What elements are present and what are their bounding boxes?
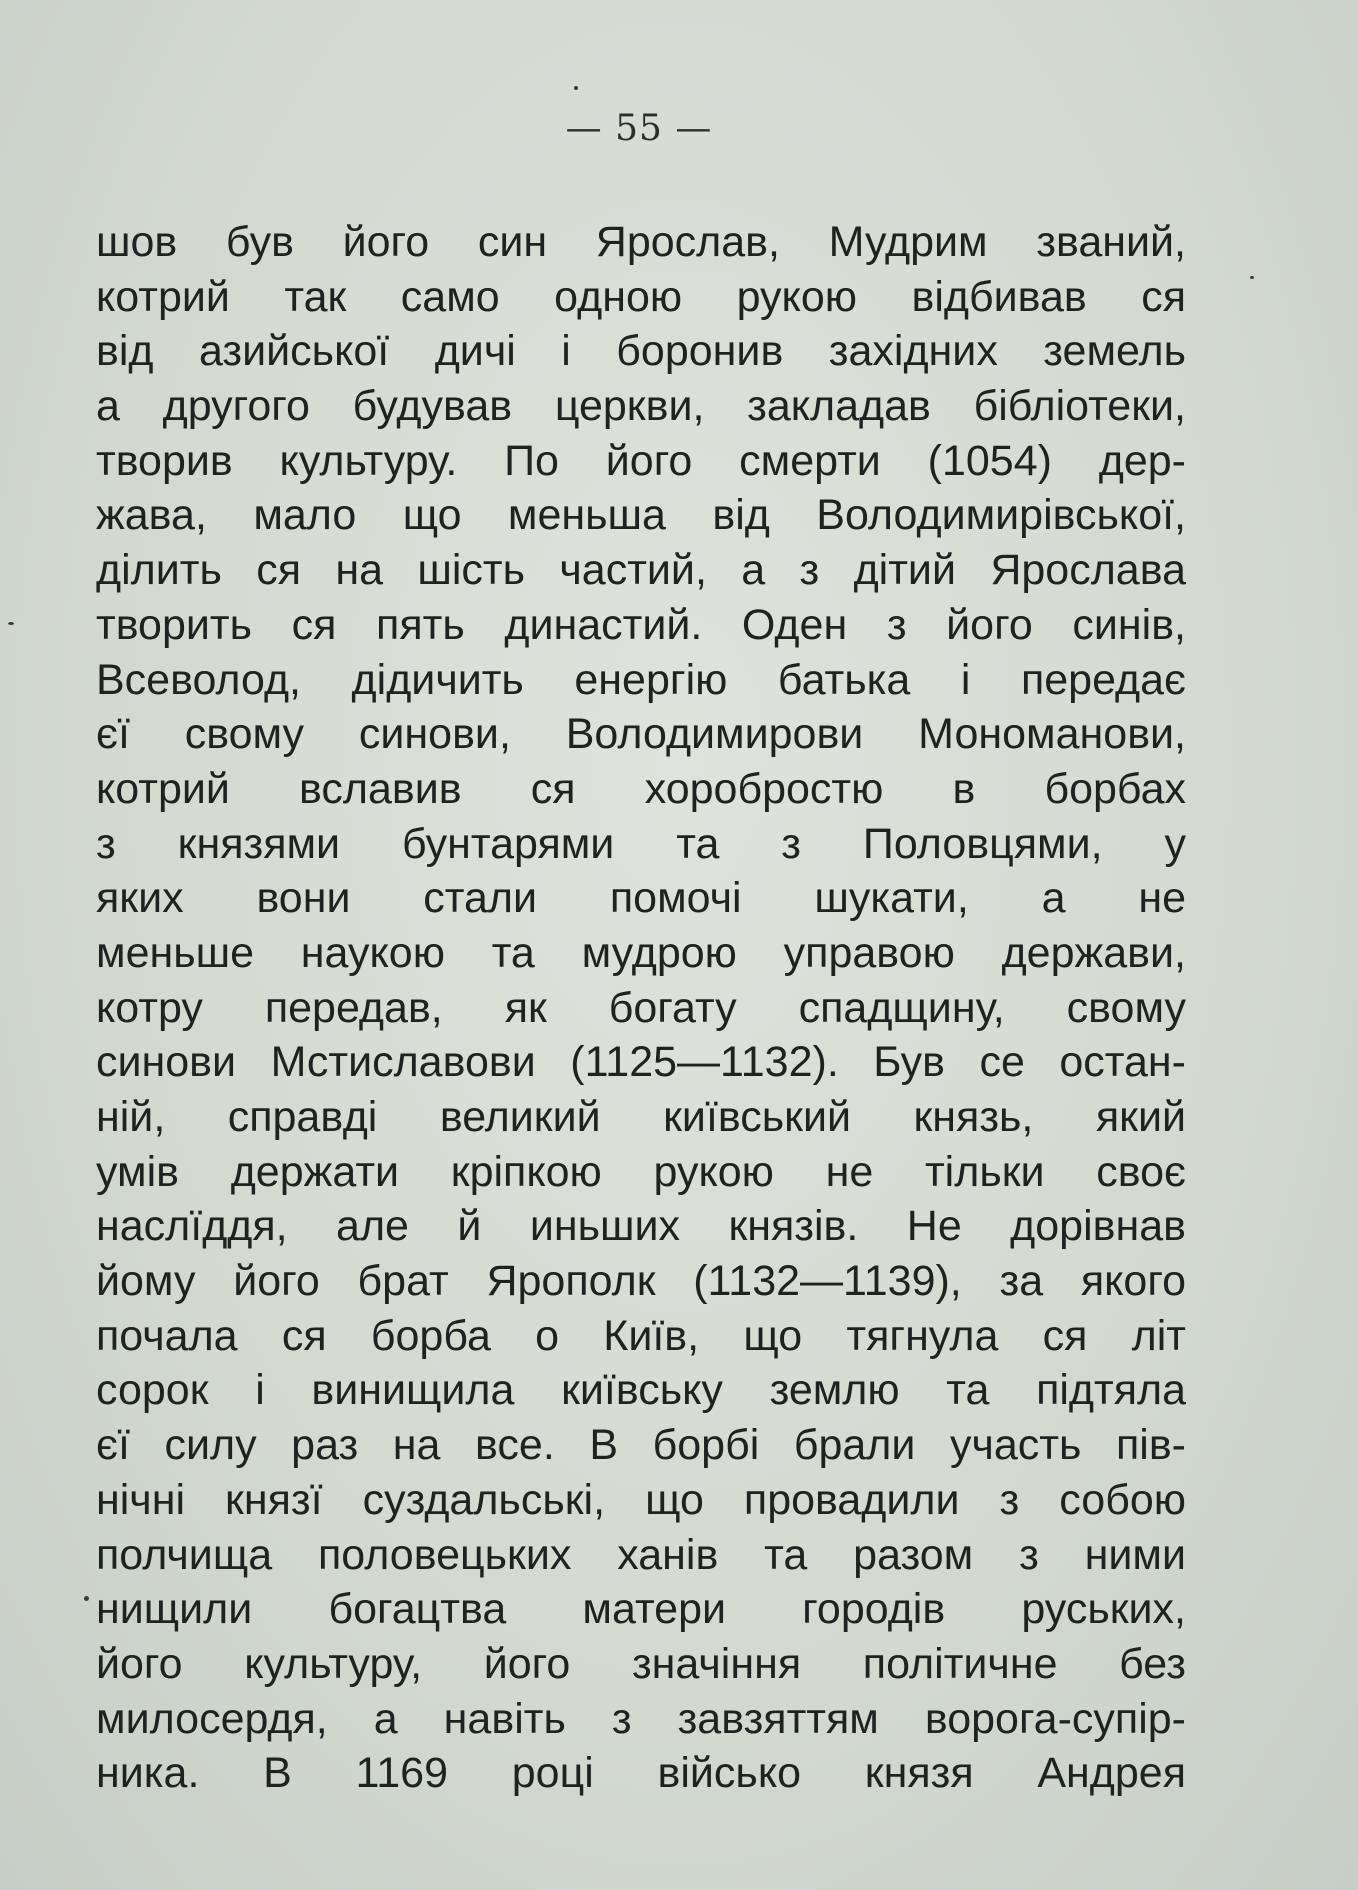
text-line: нищили богацтва матери городів руських, — [96, 1585, 1186, 1634]
text-line: творив культуру. По його смерти (1054) дер- — [96, 436, 1186, 485]
text-line: шов був його син Ярослав, Мудрим званий, — [96, 218, 1186, 266]
page-number: — 55 — — [565, 108, 713, 149]
text-line: єї свому синови, Володимирови Мономанови, — [96, 710, 1186, 759]
text-line: меньше наукою та мудрою управою держави, — [96, 928, 1186, 977]
body-text — [96, 215, 1186, 1801]
text-line: його культуру, його значіння політичне без — [96, 1639, 1186, 1688]
text-line: творить ся пять династий. Оден з його синів, — [96, 600, 1186, 649]
text-line: йому його брат Ярополк (1132—1139), за якого — [96, 1257, 1186, 1306]
text-line: сорок і винищила київську землю та підтяла — [96, 1366, 1186, 1415]
text-line: яких вони стали помочі шукати, а не — [96, 874, 1186, 923]
text-line: наслїддя, але й иньших князів. Не дорівнав — [96, 1202, 1186, 1251]
text-line: Всеволод, дідичить енергію батька і передає — [96, 655, 1186, 704]
print-speck — [1250, 276, 1254, 279]
text-line: ділить ся на шість частий, а з дітий Ярослава — [96, 546, 1186, 595]
text-line: синови Мстиславови (1125—1132). Був се остан- — [96, 1038, 1186, 1087]
text-line: від азийської дичі і боронив західних земель — [96, 327, 1186, 376]
text-line: жава, мало що меньша від Володимирівської, — [96, 491, 1186, 540]
print-speck — [84, 1596, 89, 1601]
text-line: умів держати кріпкою рукою не тільки своє — [96, 1147, 1186, 1196]
print-speck — [8, 622, 14, 625]
text-line: полчища половецьких ханів та разом з ними — [96, 1530, 1186, 1579]
text-line: а другого будував церкви, закладав бібліотеки, — [96, 382, 1186, 431]
text-line: почала ся борба о Київ, що тягнула ся літ — [96, 1311, 1186, 1360]
text-line: милосердя, а навіть з завзяттям ворога-супір- — [96, 1694, 1186, 1743]
text-line: ній, справді великий київський князь, який — [96, 1093, 1186, 1141]
text-line: котрий вславив ся хоробростю в борбах — [96, 764, 1186, 813]
text-line: ника. В 1169 році військо князя Андрея — [96, 1749, 1186, 1798]
text-line: котру передав, як богату спадщину, свому — [96, 983, 1186, 1032]
text-line: котрий так само одною рукою відбивав ся — [96, 272, 1186, 321]
text-line: єї силу раз на все. В борбі брали участь пів- — [96, 1421, 1186, 1470]
print-speck — [574, 86, 578, 90]
text-line: з князями бунтарями та з Половцями, у — [96, 819, 1186, 868]
text-line: нічні князї суздальські, що провадили з собою — [96, 1475, 1186, 1524]
